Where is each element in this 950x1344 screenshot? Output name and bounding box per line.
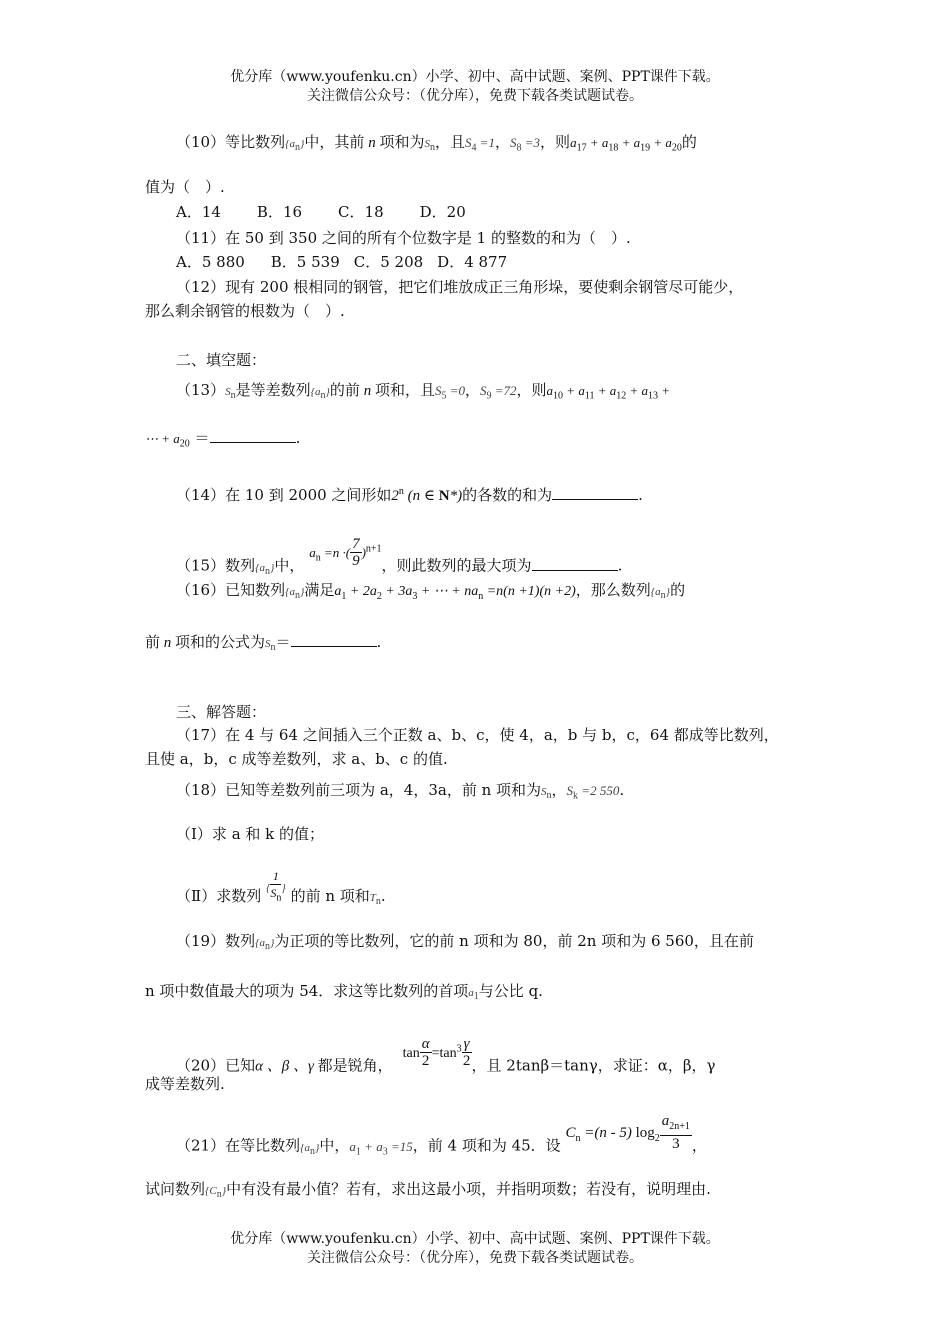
q20-text: （20）已知 (176, 1056, 256, 1075)
header-banner (0, 68, 950, 106)
q16-text-4: 的 (670, 581, 686, 599)
q19-cont-text: n 项中数值最大的项为 54．求这等比数列的首项 (145, 982, 469, 1000)
q11-option-c: C．5 208 (353, 253, 424, 271)
q10-number: （10） (176, 133, 226, 151)
q13-text-2: 的前 (329, 381, 360, 399)
question-18: （18）已知等差数列前三项为 a，4，3a，前 n 项和为$S_n$，$S_k =2$ 550. (176, 781, 625, 802)
q10-text-7: 的 (681, 133, 697, 151)
q10-option-a: A．14 (176, 203, 221, 221)
q19-text-2: 为正项的等比数列，它的前 n 项和为 80，前 2n 项和为 6 560，且在前 (274, 932, 754, 950)
q16-text: （16）已知数列 (176, 581, 286, 599)
question-14: （14）在 10 到 2000 之间形如2$^n$ (n ∈ N*)的各数的和为 . (176, 486, 643, 504)
q21-text: （21）在等比数列 (176, 1136, 301, 1155)
q10-continuation: 值为（ ）. (145, 178, 225, 196)
q20-text-3: ，且 2tanβ＝tanγ，求证：α，β，γ (471, 1056, 716, 1075)
question-13: $(13)S_n$是等差数列$\{a_n\}$的前 n 项和，且$S_5 =0$，$S_9 =72$，则$a_{10} + a_{11} + a_{12} + a_{13}$ + (176, 381, 671, 402)
q16-cont-text: 前 (145, 633, 161, 651)
q20-continuation: 成等差数列. (145, 1075, 225, 1093)
q10-text-2: 中，其前 (304, 133, 365, 151)
q21-cont-text-2: 中有没有最小值？若有，求出这最小项，并指明项数；若没有，说明理由. (226, 1180, 711, 1198)
q21-cont-text: 试问数列 (145, 1180, 206, 1198)
q11-option-b: B．5 539 (270, 253, 340, 271)
q21-text-4: ， (691, 1136, 707, 1155)
q20-text-2: 都是锐角， (317, 1056, 393, 1075)
q21-text-2: 中， (319, 1136, 350, 1155)
q10-option-c: C．18 (338, 203, 384, 221)
q21-continuation: 试问数列$\{C_n\}$中有没有最小值？若有，求出这最小项，并指明项数；若没有，说明理由. (145, 1180, 711, 1201)
q21-text-3: ，前 4 项和为 45．设 (412, 1136, 561, 1155)
q16-continuation: 前 n 项和的公式为$S_n=$ . (145, 633, 382, 654)
q13-text-3: 项和，且 (374, 381, 435, 399)
q15-answer-blank[interactable] (532, 556, 618, 571)
q10-text-3: 项和为 (379, 133, 425, 151)
banner-line-1: 优分库（www.youfenku.cn）小学、初中、高中试题、案例、PPT课件下载。 (230, 69, 720, 85)
question-16: （16）已知数列$\{a_n\}$满足$a_1 + 2a_2 + 3a_3$ + ⋯ + $na_n =n(n +1)(n +2)$，那么数列$\{a_n\}$的 (176, 581, 686, 602)
question-15: （15）数列$\{a_n\}$中， $a_n =n$ ·( $\frac{7}{9}$ )$^{n+1}$，则此数列的最大项为 . (176, 536, 623, 577)
q10-text-4: ，且 (434, 133, 465, 151)
q16-cont-text-2: 项和的公式为 (175, 633, 266, 651)
q18-p2-text: （Ⅱ）求数列 (176, 887, 262, 906)
question-12: （12）现有 200 根相同的钢管，把它们堆放成正三角形垛，要使剩余钢管尽可能少， (176, 278, 744, 296)
q10-options (176, 202, 466, 222)
q12-continuation: 那么剩余钢管的根数为（ ）. (145, 302, 345, 320)
q15-end: . (617, 556, 623, 575)
q15-text-3: ，则此数列的最大项为 (381, 556, 532, 575)
q11-options (176, 252, 507, 272)
question-21: （21）在等比数列$\{a_n\}$中，$a_1 + a_3 =15$，前 4 项和为 45．设 $C_n =(n - 5)$ $\log_2$ $\frac{a_{2n+1}}{3}$ ， (176, 1113, 707, 1158)
q10-text-6: ，则 (540, 133, 571, 151)
q18-part-1: （Ⅰ）求 a 和 k 的值； (176, 825, 325, 843)
q14-answer-blank[interactable] (552, 485, 638, 500)
footer-line-2: 关注微信公众号：（优分库），免费下载各类试题试卷。 (307, 1250, 643, 1266)
q16-text-2: 满足 (304, 581, 335, 599)
q10-text-5: ， (495, 133, 511, 151)
q10-text: 等比数列 (225, 133, 286, 151)
q15-text: （15）数列 (176, 556, 256, 575)
q15-text-2: 中， (274, 556, 305, 575)
q13-answer-blank[interactable] (210, 428, 296, 443)
question-20: （20）已知α 、β 、γ 都是锐角，tan $\frac{\alpha}{2}$ $=\tan^3$ $\frac{\gamma}{2}$ ，且 2tanβ＝tanγ，求证：α，β，γ (176, 1036, 716, 1075)
q13-text-5: ，则 (516, 381, 547, 399)
section-3-heading: 三、解答题： (176, 703, 267, 721)
q19-continuation: n 项中数值最大的项为 54．求这等比数列的首项$a_1$与公比 q. (145, 982, 543, 1003)
q11-option-a: A．5 880 (176, 253, 245, 271)
q16-cont-text-3: ＝ (275, 633, 291, 651)
q18-part-2: （Ⅱ）求数列 { $\frac{1}{S_n}$ } 的前 n 项和$T_n$. (176, 869, 386, 908)
q13-number: （13） (176, 381, 226, 399)
q18-end: . (619, 781, 625, 799)
question-10: （10）等比数列$\{a_n\}$中，其前 n 项和为$S_n$，且$S_4 =1$，$S_8 =3$，则$a_{17} + a_{18} + a_{19} + a_{20}$的 (176, 133, 697, 154)
q13-end: . (295, 429, 301, 447)
q14-text-2: 的各数的和为 (462, 486, 553, 504)
q10-option-b: B．16 (256, 203, 303, 221)
q11-option-d: D．4 877 (437, 253, 508, 271)
footer-line-1: 优分库（www.youfenku.cn）小学、初中、高中试题、案例、PPT课件下载。 (230, 1231, 720, 1247)
q14-end: . (638, 486, 643, 504)
q16-answer-blank[interactable] (291, 632, 377, 647)
question-11: （11）在 50 到 350 之间的所有个位数字是 1 的整数的和为（ ）. (176, 229, 631, 247)
q18-text-2: ， (551, 781, 567, 799)
q10-option-d: D．20 (419, 203, 466, 221)
q19-cont-text-2: 与公比 q. (478, 982, 543, 1000)
q18-p2-text-2: 的前 n 项和 (290, 887, 370, 906)
q16-end: . (376, 633, 382, 651)
banner-line-2: 关注微信公众号：（优分库），免费下载各类试题试卷。 (307, 88, 643, 104)
q16-text-3: ，那么数列 (575, 581, 651, 599)
q13-text: 是等差数列 (235, 381, 311, 399)
question-17: （17）在 4 与 64 之间插入三个正数 a、b、c，使 4，a，b 与 b，c，64 都成等比数列， (176, 726, 779, 744)
q18-p2-end: . (380, 887, 386, 906)
question-19: （19）数列$\{a_n\}$为正项的等比数列，它的前 n 项和为 80，前 2n 项和为 6 560，且在前 (176, 932, 754, 953)
q13-text-4: ， (464, 381, 480, 399)
section-2-heading: 二、填空题： (176, 351, 267, 369)
q18-text: （18）已知等差数列前三项为 a，4，3a，前 n 项和为 (176, 781, 542, 799)
q17-continuation: 且使 a，b，c 成等差数列，求 a、b、c 的值. (145, 750, 448, 768)
q13-continuation: ⋯ + $a_{20}$ ＝ . (145, 429, 301, 450)
q14-text: （14）在 10 到 2000 之间形如 (176, 486, 392, 504)
q19-text: （19）数列 (176, 932, 256, 950)
footer-banner (0, 1230, 950, 1268)
